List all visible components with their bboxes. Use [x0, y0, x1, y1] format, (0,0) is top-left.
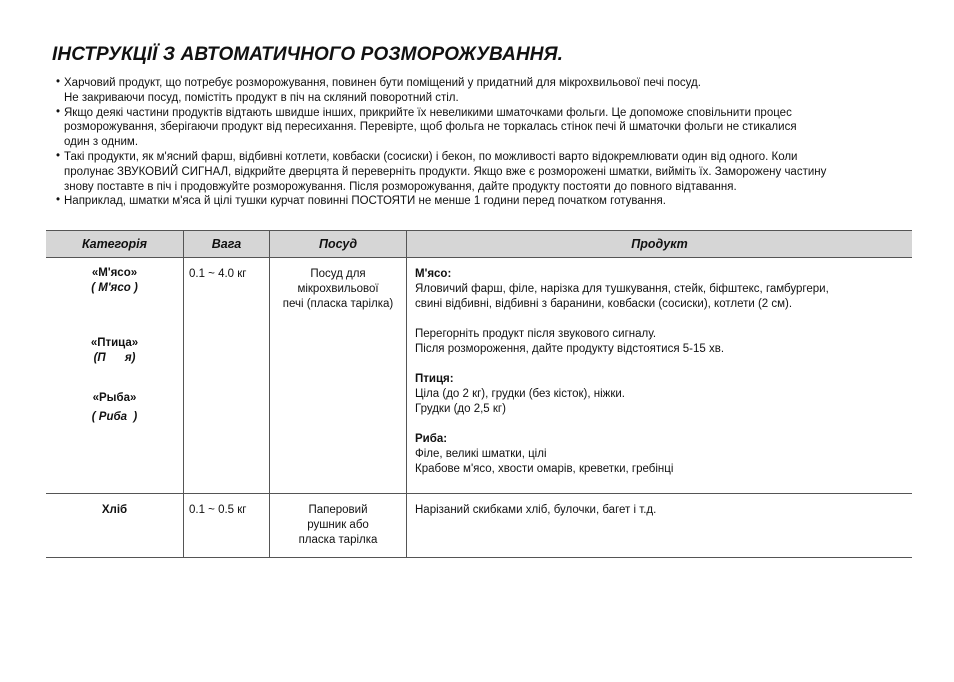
note-line: Перегорніть продукт після звукового сигналу.	[415, 328, 657, 340]
category-cell	[46, 258, 184, 494]
note-line: Після розмороження, дайте продукту відстоятися 5-15 хв.	[415, 343, 725, 355]
meat-line: Яловичий фарш, філе, нарізка для тушкування, стейк, біфштекс, гамбургери,	[415, 283, 829, 295]
instruction-bullet-3: • Такі продукти, як м'ясний фарш, відбивні котлети, ковбаски (сосиски) і бекон, по можливості варто відокремлювати один від одного. Коли пролунає ЗВУКОВИЙ СИГНАЛ, відкрийте дверцята й переверніть продукти. Якщо вже є розморожені шматки, вийміть їх. Заморожену частину знову поставте в піч і продовжуйте розморожування. Після розморожування, дайте продукту постояти до повного відтавання.	[56, 150, 936, 194]
fish-line: Філе, великі шматки, цілі	[415, 448, 547, 460]
category-meat-alt: ( М'ясо )	[91, 282, 138, 294]
category-meat: «М'ясо»	[91, 267, 138, 279]
poultry-line: Ціла (до 2 кг), грудки (без кісток), ніжки.	[415, 388, 625, 400]
table-row	[46, 258, 912, 494]
category-fish: «Рыба»	[92, 392, 137, 404]
meat-heading: М'ясо:	[415, 268, 452, 280]
weight-cell: 0.1 ~ 0.5 кг	[184, 494, 270, 558]
instruction-bullet-2: • Якщо деякі частини продуктів відтають швидше інших, прикрийте їх невеликими шматочками фольги. Це допоможе сповільнити процес розморожування, зберігаючи продукт від пересихання. Перевірте, щоб фольга не торкалась стінок печі й шматочки фольги не стикалися один з одним.	[56, 106, 936, 150]
header-product: Продукт	[407, 231, 913, 258]
poultry-heading: Птиця:	[415, 373, 454, 385]
category-poultry: «Птица»	[90, 337, 139, 349]
table-header-row	[46, 231, 912, 258]
product-cell: Нарізаний скибками хліб, булочки, багет і т.д.	[407, 494, 913, 558]
table-row	[46, 494, 912, 558]
fish-heading: Риба:	[415, 433, 448, 445]
header-category: Категорія	[46, 231, 184, 258]
header-weight: Вага	[184, 231, 270, 258]
instruction-list	[56, 76, 936, 209]
weight-cell: 0.1 ~ 4.0 кг	[184, 258, 270, 494]
category-cell	[46, 494, 184, 558]
defrost-table	[46, 230, 912, 558]
header-dish: Посуд	[270, 231, 407, 258]
instruction-bullet-4: • Наприклад, шматки м'яса й цілі тушки курчат повинні ПОСТОЯТИ не менше 1 години перед початком готування.	[56, 194, 936, 209]
page-title: ІНСТРУКЦІЇ З АВТОМАТИЧНОГО РОЗМОРОЖУВАННЯ.	[52, 44, 563, 65]
dish-cell: Посуд для мікрохвильової печі (пласка тарілка)	[270, 258, 407, 494]
product-cell	[407, 258, 913, 494]
fish-line: Крабове м'ясо, хвости омарів, креветки, гребінці	[415, 463, 674, 475]
poultry-line: Грудки (до 2,5 кг)	[415, 403, 506, 415]
category-bread: Хліб	[101, 504, 128, 516]
dish-cell: Паперовий рушник або пласка тарілка	[270, 494, 407, 558]
instruction-bullet-1: • Харчовий продукт, що потребує розморожування, повинен бути поміщений у придатний для мікрохвильової печі посуд. Не закриваючи посуд, помістіть продукт в піч на скляний поворотний стіл.	[56, 76, 936, 106]
category-poultry-alt: (П я)	[93, 352, 136, 364]
meat-line: свині відбивні, відбивні з баранини, ковбаски (сосиски), котлети (2 см).	[415, 298, 793, 310]
category-fish-alt: ( Риба )	[91, 411, 138, 423]
